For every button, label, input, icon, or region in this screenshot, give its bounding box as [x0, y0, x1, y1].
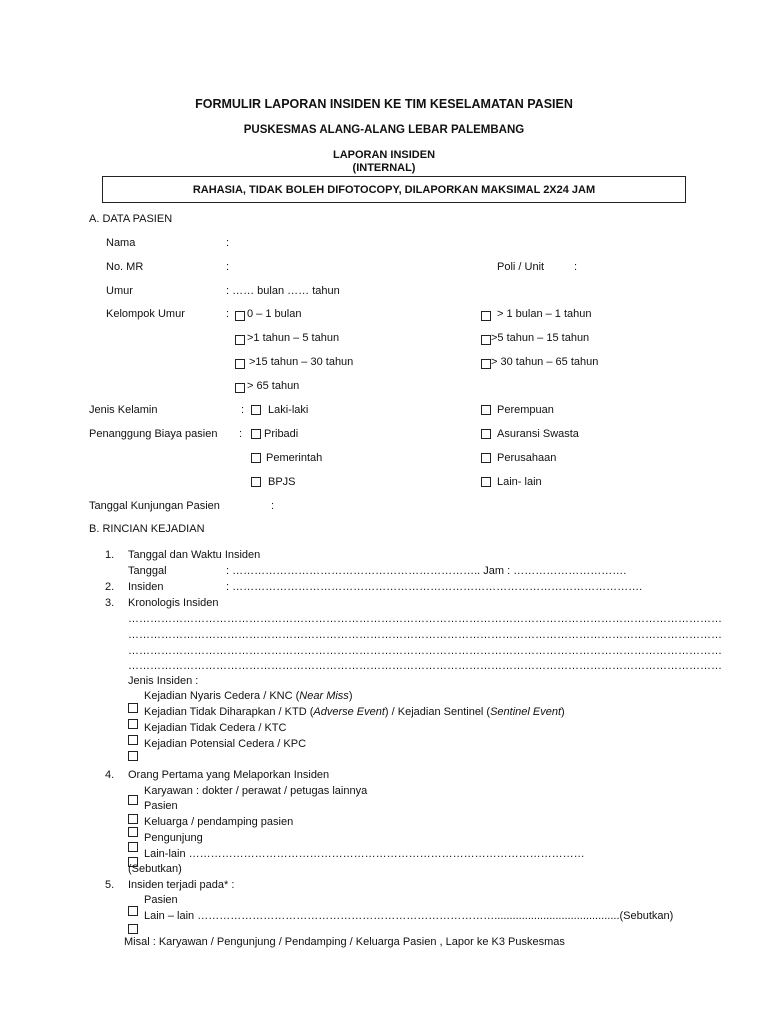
checkbox-asuransi-swasta[interactable]	[481, 429, 491, 439]
item3-label: Kronologis Insiden	[128, 597, 219, 609]
section-b-heading: B. RINCIAN KEJADIAN	[89, 523, 205, 535]
option-30-65-tahun: > 30 tahun – 65 tahun	[491, 356, 599, 368]
nama-colon: :	[226, 237, 230, 249]
tanggal-kunjungan-colon: :	[271, 500, 275, 512]
jenis-ktc: Kejadian Tidak Cedera / KTC	[144, 722, 287, 734]
checkbox-perusahaan[interactable]	[481, 453, 491, 463]
item5-label: Insiden terjadi pada* :	[128, 879, 235, 891]
penanggung-biaya-label: Penanggung Biaya pasien	[89, 428, 218, 440]
report-type: LAPORAN INSIDEN	[332, 149, 436, 161]
checkbox-pelapor-karyawan[interactable]	[128, 795, 138, 805]
option-15-30-tahun: >15 tahun – 30 tahun	[249, 356, 354, 368]
option-perusahaan: Perusahaan	[497, 452, 557, 464]
item4-label: Orang Pertama yang Melaporkan Insiden	[128, 769, 330, 781]
form-title: FORMULIR LAPORAN INSIDEN KE TIM KESELAMATAN PASIEN	[195, 97, 573, 111]
section-a-heading: A. DATA PASIEN	[89, 213, 173, 225]
checkbox-0-1-bulan[interactable]	[235, 311, 245, 321]
kronologis-line-1: ………………………………………………………………………………………………………………………………………………	[128, 613, 722, 625]
option-5-15-tahun: >5 tahun – 15 tahun	[491, 332, 590, 344]
pelapor-lain-lain: Lain-lain ………………………………………………………………………………………………	[144, 848, 585, 860]
checkbox-pelapor-pengunjung[interactable]	[128, 842, 138, 852]
option-1bulan-1tahun: > 1 bulan – 1 tahun	[497, 308, 592, 320]
checkbox-kpc[interactable]	[128, 751, 138, 761]
confidential-notice	[102, 176, 686, 203]
jenis-insiden-label: Jenis Insiden :	[128, 675, 199, 687]
checkbox-laki-laki[interactable]	[251, 405, 261, 415]
checkbox-pribadi[interactable]	[251, 429, 261, 439]
penanggung-colon: :	[239, 428, 243, 440]
misal-note: Misal : Karyawan / Pengunjung / Pendamping / Keluarga Pasien , Lapor ke K3 Puskesmas	[124, 936, 565, 948]
option-0-1-bulan: 0 – 1 bulan	[247, 308, 302, 320]
pelapor-pasien: Pasien	[144, 800, 178, 812]
checkbox-1-5-tahun[interactable]	[235, 335, 245, 345]
insiden-line: : ………………………………………………………………………………………………….	[226, 581, 643, 593]
checkbox-5-15-tahun[interactable]	[481, 335, 491, 345]
terjadi-pada-lain: Lain – lain ……………………………………………………………………….........................................(Sebutkan)	[144, 910, 674, 922]
kelompok-umur-label: Kelompok Umur	[106, 308, 185, 320]
pelapor-sebutkan: (Sebutkan)	[128, 863, 182, 875]
umur-value: : …… bulan …… tahun	[226, 285, 340, 297]
checkbox-pelapor-pasien[interactable]	[128, 814, 138, 824]
item1-label: Tanggal dan Waktu Insiden	[128, 549, 261, 561]
notice-text: RAHASIA, TIDAK BOLEH DIFOTOCOPY, DILAPORKAN MAKSIMAL 2X24 JAM	[192, 183, 596, 196]
kronologis-line-2: ………………………………………………………………………………………………………………………………………………	[128, 629, 722, 641]
no-mr-label: No. MR	[106, 261, 144, 273]
nama-label: Nama	[106, 237, 136, 249]
option-lain-lain-biaya: Lain- lain	[497, 476, 542, 488]
checkbox-terjadi-lain[interactable]	[128, 924, 138, 934]
checkbox-bpjs[interactable]	[251, 477, 261, 487]
jenis-ktd: Kejadian Tidak Diharapkan / KTD (Adverse Event) / Kejadian Sentinel (Sentinel Event)	[144, 706, 565, 718]
checkbox-65-tahun[interactable]	[235, 383, 245, 393]
checkbox-pelapor-keluarga[interactable]	[128, 827, 138, 837]
pelapor-keluarga: Keluarga / pendamping pasien	[144, 816, 294, 828]
poli-label: Poli / Unit	[497, 261, 545, 273]
jenis-kelamin-label: Jenis Kelamin	[89, 404, 158, 416]
checkbox-knc[interactable]	[128, 703, 138, 713]
option-pemerintah: Pemerintah	[266, 452, 323, 464]
terjadi-pada-pasien: Pasien	[144, 894, 178, 906]
item4-number: 4.	[105, 769, 115, 781]
no-mr-colon: :	[226, 261, 230, 273]
jenis-knc: Kejadian Nyaris Cedera / KNC (Near Miss)	[144, 690, 353, 702]
checkbox-pemerintah[interactable]	[251, 453, 261, 463]
option-1-5-tahun: >1 tahun – 5 tahun	[247, 332, 340, 344]
jenis-kelamin-colon: :	[241, 404, 245, 416]
kelompok-colon: :	[226, 308, 230, 320]
option-perempuan: Perempuan	[497, 404, 554, 416]
kronologis-line-3: ………………………………………………………………………………………………………………………………………………	[128, 645, 722, 657]
report-scope: (INTERNAL)	[352, 162, 416, 174]
checkbox-lain-lain-biaya[interactable]	[481, 477, 491, 487]
option-laki-laki: Laki-laki	[268, 404, 309, 416]
checkbox-perempuan[interactable]	[481, 405, 491, 415]
item2-number: 2.	[105, 581, 115, 593]
item1-number: 1.	[105, 549, 115, 561]
option-pribadi: Pribadi	[264, 428, 299, 440]
checkbox-15-30-tahun[interactable]	[235, 359, 245, 369]
tanggal-jam-line: : ………………………………………………………….. Jam : ………………………….	[226, 565, 627, 577]
pelapor-karyawan: Karyawan : dokter / perawat / petugas lainnya	[144, 785, 368, 797]
umur-label: Umur	[106, 285, 133, 297]
tanggal-kunjungan-label: Tanggal Kunjungan Pasien	[89, 500, 220, 512]
poli-colon: :	[574, 261, 578, 273]
option-65-tahun: > 65 tahun	[247, 380, 300, 392]
option-asuransi-swasta: Asuransi Swasta	[497, 428, 579, 440]
tanggal-label: Tanggal	[128, 565, 167, 577]
option-bpjs: BPJS	[268, 476, 296, 488]
kronologis-line-4: ………………………………………………………………………………………………………………………………………………	[128, 660, 722, 672]
checkbox-ktd[interactable]	[128, 719, 138, 729]
item2-label: Insiden	[128, 581, 164, 593]
item5-number: 5.	[105, 879, 115, 891]
checkbox-terjadi-pasien[interactable]	[128, 906, 138, 916]
pelapor-pengunjung: Pengunjung	[144, 832, 203, 844]
checkbox-1bulan-1tahun[interactable]	[481, 311, 491, 321]
checkbox-30-65-tahun[interactable]	[481, 359, 491, 369]
item3-number: 3.	[105, 597, 115, 609]
form-subtitle: PUSKESMAS ALANG-ALANG LEBAR PALEMBANG	[243, 124, 525, 136]
jenis-kpc: Kejadian Potensial Cedera / KPC	[144, 738, 307, 750]
checkbox-ktc[interactable]	[128, 735, 138, 745]
